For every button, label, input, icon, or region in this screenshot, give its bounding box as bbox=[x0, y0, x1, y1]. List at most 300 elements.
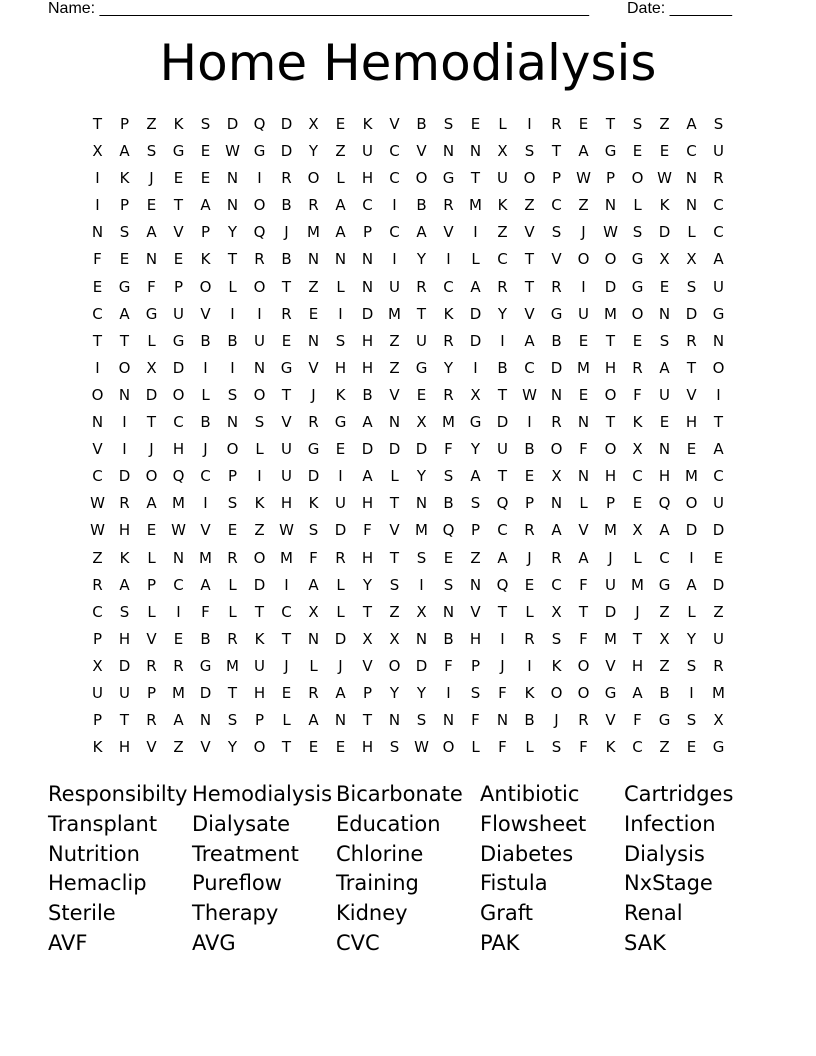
grid-letter[interactable]: U bbox=[713, 494, 724, 513]
grid-letter[interactable]: M bbox=[604, 629, 617, 648]
grid-letter[interactable]: O bbox=[550, 683, 563, 702]
grid-letter[interactable]: D bbox=[172, 358, 185, 377]
grid-letter[interactable]: Z bbox=[497, 223, 508, 242]
grid-letter[interactable]: X bbox=[470, 385, 481, 404]
grid-letter[interactable]: L bbox=[336, 277, 345, 296]
grid-letter[interactable]: E bbox=[686, 440, 697, 459]
grid-letter[interactable]: U bbox=[389, 277, 400, 296]
grid-letter[interactable]: R bbox=[146, 656, 157, 675]
grid-letter[interactable]: T bbox=[227, 250, 238, 269]
grid-letter[interactable]: J bbox=[284, 223, 289, 242]
grid-letter[interactable]: O bbox=[604, 250, 617, 269]
grid-letter[interactable]: A bbox=[416, 223, 427, 242]
grid-letter[interactable]: A bbox=[173, 711, 184, 730]
grid-letter[interactable]: M bbox=[442, 413, 455, 432]
grid-letter[interactable]: E bbox=[578, 331, 589, 350]
grid-letter[interactable]: G bbox=[253, 142, 266, 161]
grid-letter[interactable]: O bbox=[712, 358, 725, 377]
grid-letter[interactable]: G bbox=[631, 250, 644, 269]
grid-letter[interactable]: R bbox=[416, 277, 427, 296]
grid-letter[interactable]: I bbox=[122, 440, 127, 459]
grid-letter[interactable]: C bbox=[443, 277, 454, 296]
grid-letter[interactable]: T bbox=[281, 738, 292, 757]
grid-letter[interactable]: F bbox=[633, 385, 642, 404]
grid-letter[interactable]: I bbox=[446, 250, 451, 269]
grid-letter[interactable]: V bbox=[605, 711, 616, 730]
grid-letter[interactable]: F bbox=[147, 277, 156, 296]
grid-letter[interactable]: X bbox=[146, 358, 157, 377]
grid-letter[interactable]: E bbox=[524, 575, 535, 594]
grid-letter[interactable]: P bbox=[254, 711, 265, 730]
grid-letter[interactable]: K bbox=[497, 196, 508, 215]
grid-letter[interactable]: V bbox=[281, 413, 292, 432]
grid-letter[interactable]: I bbox=[95, 358, 100, 377]
grid-letter[interactable]: I bbox=[527, 656, 532, 675]
grid-letter[interactable]: M bbox=[172, 494, 185, 513]
grid-letter[interactable]: A bbox=[686, 115, 697, 133]
grid-letter[interactable]: R bbox=[119, 494, 130, 513]
grid-letter[interactable]: C bbox=[389, 223, 400, 242]
grid-letter[interactable]: Z bbox=[389, 358, 400, 377]
grid-letter[interactable]: O bbox=[253, 385, 266, 404]
grid-letter[interactable]: P bbox=[470, 656, 481, 675]
grid-letter[interactable]: N bbox=[496, 711, 509, 730]
grid-letter[interactable]: Z bbox=[335, 142, 346, 161]
grid-letter[interactable]: M bbox=[712, 683, 725, 702]
grid-letter[interactable]: N bbox=[712, 331, 725, 350]
grid-letter[interactable]: E bbox=[173, 250, 184, 269]
grid-letter[interactable]: Q bbox=[442, 521, 455, 540]
grid-letter[interactable]: I bbox=[203, 494, 208, 513]
grid-letter[interactable]: A bbox=[713, 250, 724, 269]
grid-letter[interactable]: U bbox=[362, 142, 373, 161]
grid-letter[interactable]: I bbox=[338, 304, 343, 323]
grid-letter[interactable]: W bbox=[522, 385, 537, 404]
grid-letter[interactable]: M bbox=[226, 656, 239, 675]
grid-letter[interactable]: E bbox=[308, 738, 319, 757]
grid-letter[interactable]: Z bbox=[659, 738, 670, 757]
grid-letter[interactable]: Z bbox=[659, 656, 670, 675]
grid-letter[interactable]: U bbox=[281, 467, 292, 486]
grid-letter[interactable]: E bbox=[659, 413, 670, 432]
grid-letter[interactable]: S bbox=[227, 494, 238, 513]
grid-letter[interactable]: N bbox=[550, 494, 563, 513]
grid-letter[interactable]: A bbox=[335, 223, 346, 242]
grid-letter[interactable]: N bbox=[658, 304, 671, 323]
grid-letter[interactable]: N bbox=[307, 629, 320, 648]
grid-letter[interactable]: D bbox=[334, 629, 347, 648]
grid-letter[interactable]: Y bbox=[362, 575, 373, 594]
grid-letter[interactable]: X bbox=[632, 440, 643, 459]
grid-letter[interactable]: U bbox=[605, 575, 616, 594]
grid-letter[interactable]: H bbox=[685, 413, 698, 432]
grid-letter[interactable]: R bbox=[686, 331, 697, 350]
grid-letter[interactable]: I bbox=[473, 223, 478, 242]
grid-letter[interactable]: T bbox=[362, 711, 373, 730]
grid-letter[interactable]: B bbox=[443, 494, 454, 513]
grid-letter[interactable]: B bbox=[416, 115, 427, 133]
grid-letter[interactable]: C bbox=[92, 304, 103, 323]
grid-letter[interactable]: G bbox=[307, 440, 320, 459]
grid-letter[interactable]: U bbox=[335, 494, 346, 513]
grid-letter[interactable]: L bbox=[201, 385, 210, 404]
grid-letter[interactable]: A bbox=[119, 575, 130, 594]
grid-letter[interactable]: D bbox=[712, 575, 725, 594]
grid-letter[interactable]: O bbox=[253, 277, 266, 296]
grid-letter[interactable]: R bbox=[281, 169, 292, 188]
grid-letter[interactable]: P bbox=[200, 223, 211, 242]
name-field[interactable]: Name: _______________________________________________________ bbox=[48, 0, 589, 17]
grid-letter[interactable]: F bbox=[498, 738, 507, 757]
grid-letter[interactable]: O bbox=[307, 169, 320, 188]
grid-letter[interactable]: E bbox=[146, 521, 157, 540]
grid-letter[interactable]: K bbox=[362, 115, 373, 133]
grid-letter[interactable]: M bbox=[577, 358, 590, 377]
grid-letter[interactable]: R bbox=[551, 277, 562, 296]
grid-letter[interactable]: M bbox=[604, 304, 617, 323]
grid-letter[interactable]: T bbox=[497, 385, 508, 404]
grid-letter[interactable]: M bbox=[307, 223, 320, 242]
grid-letter[interactable]: L bbox=[471, 738, 480, 757]
grid-letter[interactable]: G bbox=[550, 304, 563, 323]
grid-letter[interactable]: L bbox=[390, 467, 399, 486]
grid-letter[interactable]: R bbox=[497, 277, 508, 296]
grid-letter[interactable]: D bbox=[550, 358, 563, 377]
grid-letter[interactable]: C bbox=[92, 602, 103, 621]
grid-letter[interactable]: D bbox=[415, 440, 428, 459]
grid-letter[interactable]: B bbox=[200, 331, 211, 350]
grid-letter[interactable]: S bbox=[551, 629, 562, 648]
grid-letter[interactable]: L bbox=[228, 575, 237, 594]
grid-letter[interactable]: R bbox=[713, 656, 724, 675]
grid-letter[interactable]: U bbox=[119, 683, 130, 702]
grid-letter[interactable]: D bbox=[334, 521, 347, 540]
grid-letter[interactable]: E bbox=[524, 467, 535, 486]
grid-letter[interactable]: O bbox=[388, 656, 401, 675]
grid-letter[interactable]: S bbox=[335, 331, 346, 350]
grid-letter[interactable]: B bbox=[200, 413, 211, 432]
grid-letter[interactable]: T bbox=[416, 304, 427, 323]
grid-letter[interactable]: E bbox=[146, 196, 157, 215]
grid-letter[interactable]: G bbox=[631, 277, 644, 296]
grid-letter[interactable]: I bbox=[257, 304, 262, 323]
grid-letter[interactable]: G bbox=[604, 683, 617, 702]
grid-letter[interactable]: G bbox=[172, 331, 185, 350]
grid-letter[interactable]: C bbox=[659, 548, 670, 567]
grid-letter[interactable]: T bbox=[146, 413, 157, 432]
grid-letter[interactable]: N bbox=[118, 385, 131, 404]
grid-letter[interactable]: L bbox=[336, 575, 345, 594]
grid-letter[interactable]: I bbox=[122, 413, 127, 432]
grid-letter[interactable]: E bbox=[173, 169, 184, 188]
grid-letter[interactable]: A bbox=[578, 548, 589, 567]
grid-letter[interactable]: V bbox=[551, 250, 562, 269]
grid-letter[interactable]: S bbox=[686, 711, 697, 730]
grid-letter[interactable]: I bbox=[230, 358, 235, 377]
grid-letter[interactable]: I bbox=[689, 548, 694, 567]
grid-letter[interactable]: S bbox=[416, 548, 427, 567]
grid-letter[interactable]: H bbox=[658, 467, 671, 486]
grid-letter[interactable]: D bbox=[118, 656, 131, 675]
grid-letter[interactable]: Q bbox=[253, 223, 266, 242]
grid-letter[interactable]: B bbox=[281, 250, 292, 269]
grid-letter[interactable]: L bbox=[228, 277, 237, 296]
grid-letter[interactable]: B bbox=[227, 331, 238, 350]
grid-letter[interactable]: Z bbox=[659, 602, 670, 621]
grid-letter[interactable]: S bbox=[227, 385, 238, 404]
grid-letter[interactable]: C bbox=[389, 142, 400, 161]
grid-letter[interactable]: N bbox=[172, 548, 185, 567]
grid-letter[interactable]: K bbox=[443, 304, 454, 323]
grid-letter[interactable]: R bbox=[146, 711, 157, 730]
grid-letter[interactable]: S bbox=[200, 115, 211, 133]
grid-letter[interactable]: E bbox=[632, 494, 643, 513]
grid-letter[interactable]: B bbox=[524, 711, 535, 730]
grid-letter[interactable]: I bbox=[500, 629, 505, 648]
grid-letter[interactable]: V bbox=[524, 223, 535, 242]
grid-letter[interactable]: N bbox=[685, 169, 698, 188]
grid-letter[interactable]: X bbox=[659, 629, 670, 648]
grid-letter[interactable]: P bbox=[362, 223, 373, 242]
grid-letter[interactable]: X bbox=[497, 142, 508, 161]
grid-letter[interactable]: N bbox=[307, 331, 320, 350]
grid-letter[interactable]: A bbox=[551, 521, 562, 540]
grid-letter[interactable]: F bbox=[579, 738, 588, 757]
grid-letter[interactable]: G bbox=[334, 413, 347, 432]
grid-letter[interactable]: H bbox=[361, 494, 374, 513]
grid-letter[interactable]: B bbox=[416, 196, 427, 215]
grid-letter[interactable]: H bbox=[361, 548, 374, 567]
grid-letter[interactable]: D bbox=[604, 602, 617, 621]
grid-letter[interactable]: O bbox=[523, 169, 536, 188]
grid-letter[interactable]: Y bbox=[686, 629, 697, 648]
grid-letter[interactable]: D bbox=[199, 683, 212, 702]
grid-letter[interactable]: E bbox=[200, 142, 211, 161]
grid-letter[interactable]: A bbox=[308, 575, 319, 594]
grid-letter[interactable]: D bbox=[685, 304, 698, 323]
grid-letter[interactable]: Y bbox=[389, 683, 400, 702]
grid-letter[interactable]: V bbox=[173, 223, 184, 242]
grid-letter[interactable]: P bbox=[146, 575, 157, 594]
grid-letter[interactable]: G bbox=[658, 711, 671, 730]
grid-letter[interactable]: A bbox=[497, 548, 508, 567]
grid-letter[interactable]: R bbox=[308, 413, 319, 432]
grid-letter[interactable]: D bbox=[253, 575, 266, 594]
grid-letter[interactable]: N bbox=[307, 250, 320, 269]
grid-letter[interactable]: K bbox=[254, 629, 265, 648]
grid-letter[interactable]: T bbox=[92, 331, 103, 350]
grid-letter[interactable]: U bbox=[281, 440, 292, 459]
grid-letter[interactable]: U bbox=[578, 304, 589, 323]
grid-letter[interactable]: H bbox=[361, 358, 374, 377]
grid-letter[interactable]: N bbox=[442, 142, 455, 161]
grid-letter[interactable]: T bbox=[605, 331, 616, 350]
grid-letter[interactable]: C bbox=[497, 250, 508, 269]
grid-letter[interactable]: B bbox=[659, 683, 670, 702]
grid-letter[interactable]: D bbox=[307, 467, 320, 486]
grid-letter[interactable]: S bbox=[551, 738, 562, 757]
grid-letter[interactable]: I bbox=[689, 683, 694, 702]
grid-letter[interactable]: D bbox=[361, 304, 374, 323]
grid-letter[interactable]: W bbox=[414, 738, 429, 757]
grid-letter[interactable]: Z bbox=[713, 602, 724, 621]
grid-letter[interactable]: R bbox=[281, 304, 292, 323]
grid-letter[interactable]: L bbox=[633, 548, 642, 567]
grid-letter[interactable]: E bbox=[335, 115, 346, 133]
grid-letter[interactable]: S bbox=[389, 575, 400, 594]
grid-letter[interactable]: S bbox=[443, 575, 454, 594]
grid-letter[interactable]: I bbox=[95, 196, 100, 215]
grid-letter[interactable]: X bbox=[92, 142, 103, 161]
grid-letter[interactable]: G bbox=[280, 358, 293, 377]
grid-letter[interactable]: I bbox=[581, 277, 586, 296]
grid-letter[interactable]: A bbox=[146, 223, 157, 242]
grid-letter[interactable]: O bbox=[253, 196, 266, 215]
grid-letter[interactable]: N bbox=[550, 385, 563, 404]
grid-letter[interactable]: T bbox=[551, 142, 562, 161]
grid-letter[interactable]: H bbox=[334, 358, 347, 377]
grid-letter[interactable]: D bbox=[712, 521, 725, 540]
grid-letter[interactable]: T bbox=[119, 711, 130, 730]
grid-letter[interactable]: N bbox=[361, 277, 374, 296]
grid-letter[interactable]: K bbox=[92, 738, 103, 757]
grid-letter[interactable]: E bbox=[281, 683, 292, 702]
grid-letter[interactable]: I bbox=[392, 250, 397, 269]
grid-letter[interactable]: L bbox=[147, 548, 156, 567]
grid-letter[interactable]: R bbox=[578, 711, 589, 730]
grid-letter[interactable]: F bbox=[498, 683, 507, 702]
grid-letter[interactable]: J bbox=[203, 440, 208, 459]
grid-letter[interactable]: L bbox=[687, 223, 696, 242]
grid-letter[interactable]: J bbox=[527, 548, 532, 567]
grid-letter[interactable]: N bbox=[226, 196, 239, 215]
grid-letter[interactable]: P bbox=[605, 494, 616, 513]
grid-letter[interactable]: X bbox=[416, 602, 427, 621]
grid-letter[interactable]: N bbox=[469, 575, 482, 594]
grid-letter[interactable]: T bbox=[632, 629, 643, 648]
grid-letter[interactable]: X bbox=[389, 629, 400, 648]
grid-letter[interactable]: G bbox=[469, 413, 482, 432]
grid-letter[interactable]: C bbox=[551, 575, 562, 594]
grid-letter[interactable]: S bbox=[227, 711, 238, 730]
grid-letter[interactable]: E bbox=[335, 738, 346, 757]
grid-letter[interactable]: I bbox=[716, 385, 721, 404]
grid-letter[interactable]: O bbox=[415, 169, 428, 188]
grid-letter[interactable]: G bbox=[712, 304, 725, 323]
grid-letter[interactable]: R bbox=[551, 115, 562, 133]
grid-letter[interactable]: U bbox=[92, 683, 103, 702]
grid-letter[interactable]: O bbox=[442, 738, 455, 757]
grid-letter[interactable]: W bbox=[225, 142, 240, 161]
grid-letter[interactable]: G bbox=[712, 738, 725, 757]
grid-letter[interactable]: C bbox=[497, 521, 508, 540]
grid-letter[interactable]: X bbox=[632, 521, 643, 540]
grid-letter[interactable]: R bbox=[443, 331, 454, 350]
grid-letter[interactable]: Z bbox=[389, 602, 400, 621]
grid-letter[interactable]: N bbox=[442, 711, 455, 730]
grid-letter[interactable]: P bbox=[119, 115, 130, 133]
grid-letter[interactable]: V bbox=[524, 304, 535, 323]
grid-letter[interactable]: B bbox=[497, 358, 508, 377]
date-field[interactable]: Date: _______ bbox=[627, 0, 732, 17]
grid-letter[interactable]: E bbox=[92, 277, 103, 296]
grid-letter[interactable]: I bbox=[473, 358, 478, 377]
grid-letter[interactable]: E bbox=[713, 548, 724, 567]
grid-letter[interactable]: W bbox=[576, 169, 591, 188]
grid-letter[interactable]: J bbox=[149, 169, 154, 188]
grid-letter[interactable]: K bbox=[524, 683, 535, 702]
grid-letter[interactable]: R bbox=[632, 358, 643, 377]
grid-letter[interactable]: D bbox=[226, 115, 239, 133]
grid-letter[interactable]: C bbox=[686, 142, 697, 161]
grid-letter[interactable]: I bbox=[527, 413, 532, 432]
grid-letter[interactable]: N bbox=[442, 602, 455, 621]
grid-letter[interactable]: N bbox=[685, 196, 698, 215]
grid-letter[interactable]: T bbox=[389, 494, 400, 513]
grid-letter[interactable]: S bbox=[470, 494, 481, 513]
grid-letter[interactable]: O bbox=[199, 277, 212, 296]
grid-letter[interactable]: L bbox=[633, 196, 642, 215]
grid-letter[interactable]: H bbox=[118, 738, 131, 757]
grid-letter[interactable]: Z bbox=[524, 196, 535, 215]
grid-letter[interactable]: S bbox=[389, 738, 400, 757]
grid-letter[interactable]: F bbox=[309, 548, 318, 567]
grid-letter[interactable]: A bbox=[578, 142, 589, 161]
grid-letter[interactable]: V bbox=[200, 304, 211, 323]
grid-letter[interactable]: N bbox=[145, 250, 158, 269]
grid-letter[interactable]: T bbox=[713, 413, 724, 432]
grid-letter[interactable]: K bbox=[254, 494, 265, 513]
grid-letter[interactable]: G bbox=[415, 358, 428, 377]
grid-letter[interactable]: I bbox=[419, 575, 424, 594]
grid-letter[interactable]: S bbox=[713, 115, 724, 133]
grid-letter[interactable]: E bbox=[578, 115, 589, 133]
grid-letter[interactable]: X bbox=[308, 602, 319, 621]
grid-letter[interactable]: G bbox=[442, 169, 455, 188]
grid-letter[interactable]: Z bbox=[389, 331, 400, 350]
grid-letter[interactable]: O bbox=[577, 250, 590, 269]
grid-letter[interactable]: E bbox=[659, 277, 670, 296]
grid-letter[interactable]: N bbox=[415, 629, 428, 648]
grid-letter[interactable]: G bbox=[604, 142, 617, 161]
grid-letter[interactable]: S bbox=[659, 331, 670, 350]
grid-letter[interactable]: Z bbox=[92, 548, 103, 567]
grid-letter[interactable]: S bbox=[470, 683, 481, 702]
grid-letter[interactable]: D bbox=[280, 115, 293, 133]
grid-letter[interactable]: W bbox=[90, 521, 105, 540]
grid-letter[interactable]: O bbox=[685, 494, 698, 513]
grid-letter[interactable]: E bbox=[686, 738, 697, 757]
grid-letter[interactable]: C bbox=[362, 196, 373, 215]
grid-letter[interactable]: P bbox=[227, 467, 238, 486]
grid-letter[interactable]: L bbox=[228, 602, 237, 621]
grid-letter[interactable]: M bbox=[172, 683, 185, 702]
grid-letter[interactable]: L bbox=[255, 440, 264, 459]
grid-letter[interactable]: M bbox=[604, 521, 617, 540]
grid-letter[interactable]: A bbox=[470, 277, 481, 296]
grid-letter[interactable]: W bbox=[90, 494, 105, 513]
grid-letter[interactable]: T bbox=[281, 277, 292, 296]
grid-letter[interactable]: N bbox=[253, 358, 266, 377]
grid-letter[interactable]: E bbox=[632, 142, 643, 161]
grid-letter[interactable]: Z bbox=[659, 115, 670, 133]
grid-letter[interactable]: R bbox=[173, 656, 184, 675]
grid-letter[interactable]: H bbox=[604, 358, 617, 377]
grid-letter[interactable]: O bbox=[253, 738, 266, 757]
grid-letter[interactable]: D bbox=[685, 521, 698, 540]
grid-letter[interactable]: A bbox=[362, 413, 373, 432]
grid-letter[interactable]: T bbox=[281, 629, 292, 648]
